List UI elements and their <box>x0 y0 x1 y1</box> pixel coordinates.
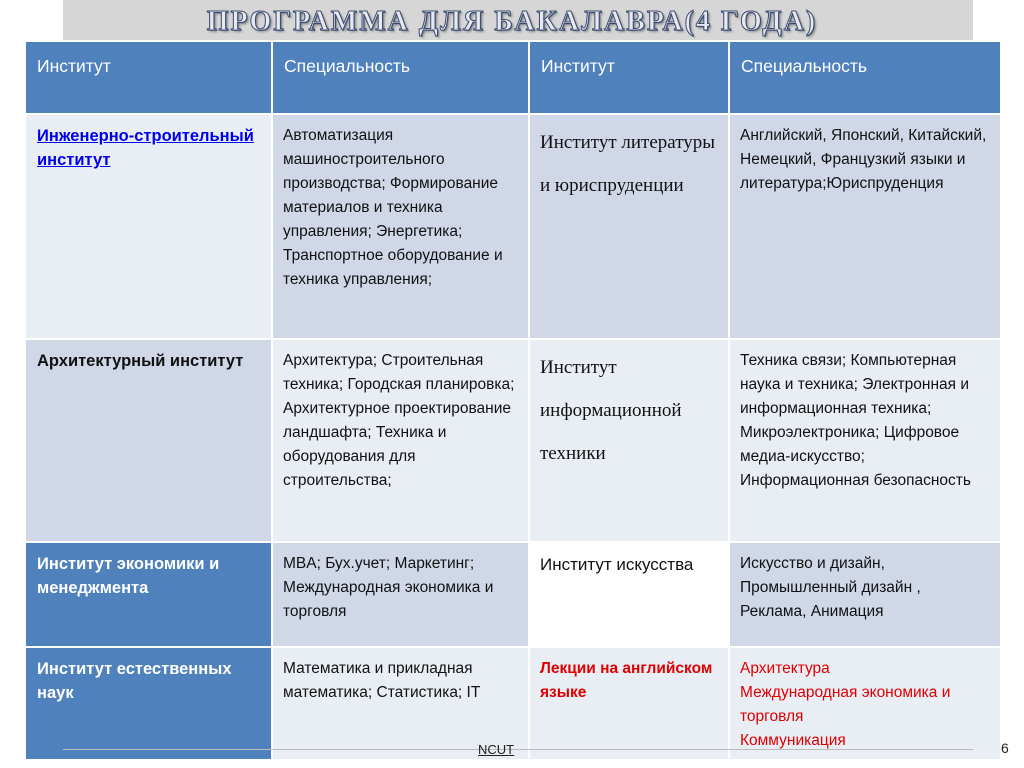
specialty-cell: Автоматизация машиностроительного производства; Формирование материалов и техника управления; Энергетика; Транспортное оборудование и техника управления; <box>272 114 529 339</box>
english-lectures-specialty-cell: Архитектура Международная экономика и торговля Коммуникация <box>729 647 1001 760</box>
table-row <box>25 542 1001 647</box>
institute-cell: Институт искусства <box>529 542 729 647</box>
header-institute-2: Институт <box>529 41 729 114</box>
institute-cell: Институт естественных наук <box>25 647 272 760</box>
institute-link[interactable]: Инженерно-строительный институт <box>37 127 254 169</box>
institute-cell: Институт информационной техники <box>529 339 729 542</box>
institute-cell: Архитектурный институт <box>25 339 272 542</box>
institute-cell: Институт литературы и юриспруденции <box>529 114 729 339</box>
program-table <box>24 40 1002 761</box>
institute-cell[interactable] <box>25 114 272 339</box>
header-specialty-1: Специальность <box>272 41 529 114</box>
institute-cell: Институт экономики и менеджмента <box>25 542 272 647</box>
specialty-cell: Искусство и дизайн, Промышленный дизайн , Реклама, Анимация <box>729 542 1001 647</box>
header-institute-1: Институт <box>25 41 272 114</box>
english-lectures-cell: Лекции на английском языке <box>529 647 729 760</box>
specialty-cell: Техника связи; Компьютерная наука и техника; Электронная и информационная техника; Микроэлектроника; Цифровое медиа-искусство; Информационная безопасность <box>729 339 1001 542</box>
page-title: ПРОГРАММА ДЛЯ БАКАЛАВРА(4 ГОДА) <box>206 6 818 37</box>
specialty-cell: Архитектура; Строительная техника; Городская планировка; Архитектурное проектирование ландшафта; Техника и оборудования для строительства; <box>272 339 529 542</box>
table-header-row <box>25 41 1001 114</box>
header-specialty-2: Специальность <box>729 41 1001 114</box>
table-row <box>25 114 1001 339</box>
footer-divider <box>63 749 973 750</box>
specialty-cell: Английский, Японский, Китайский, Немецкий, Французкий языки и литература;Юриспруденция <box>729 114 1001 339</box>
footer-label: NCUT <box>478 742 515 757</box>
page-number: 6 <box>1001 740 1009 756</box>
specialty-cell: Математика и прикладная математика; Статистика; IT <box>272 647 529 760</box>
table-row <box>25 339 1001 542</box>
specialty-cell: MBA; Бух.учет; Маркетинг; Международная экономика и торговля <box>272 542 529 647</box>
